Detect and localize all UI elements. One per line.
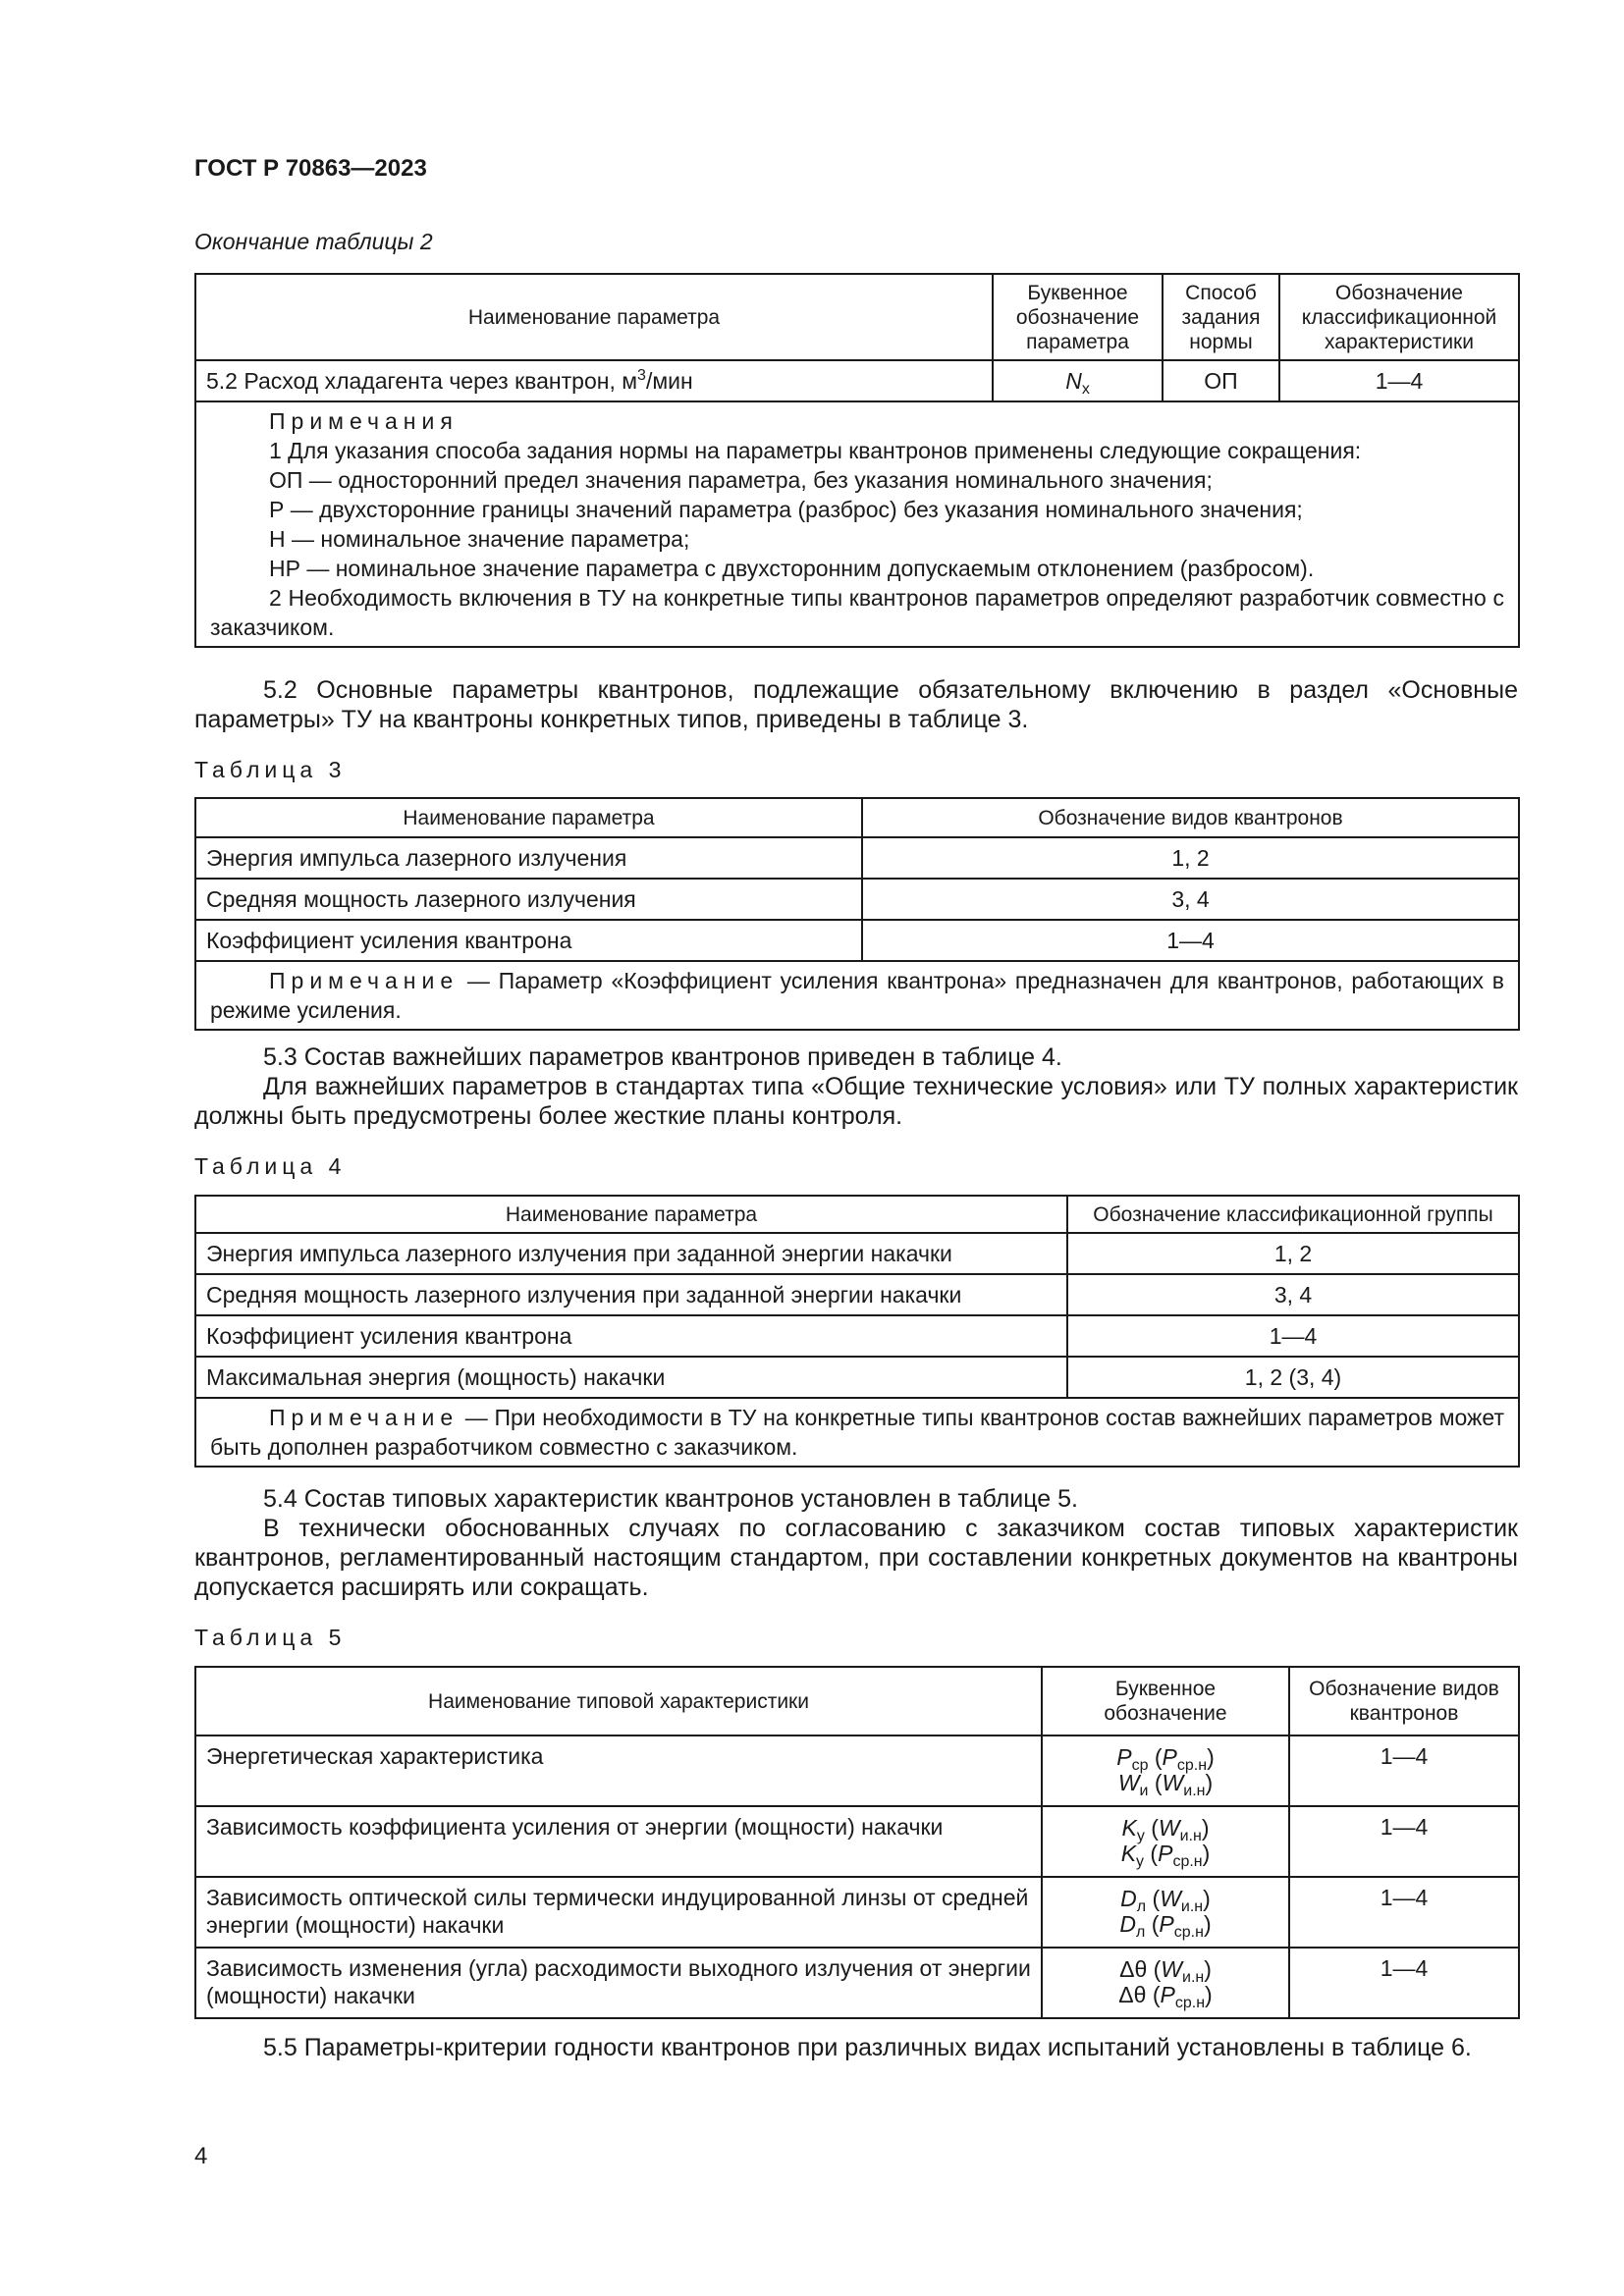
- table-row: [195, 360, 1519, 401]
- symbol-line: $K_у$ $(W_{и.н})$: [1121, 1815, 1210, 1844]
- table-row: [195, 1315, 1519, 1357]
- note-cell: [195, 961, 1519, 1030]
- table-row: [195, 1274, 1519, 1315]
- col-header-kinds: Обозначение видов квантронов: [862, 798, 1519, 837]
- note-title: Примечание: [269, 1405, 460, 1430]
- row-symbols: [1042, 1877, 1289, 1948]
- table-header-row: [195, 274, 1519, 360]
- table-row: [195, 879, 1519, 920]
- table-row: [195, 920, 1519, 961]
- col-header-name: Наименование параметра: [195, 798, 862, 837]
- note-line: Р — двухсторонние границы значений параметра (разброс) без указания номинального значения;: [269, 497, 1303, 522]
- row-symbols: [1042, 1806, 1289, 1877]
- col-header-symbol: Буквенное обозначение: [1042, 1667, 1289, 1735]
- table-2-end: [194, 273, 1520, 648]
- note-line: НР — номинальное значение параметра с двухсторонним допускаемым отклонением (разбросом).: [269, 556, 1315, 581]
- table2-continuation-caption: Окончание таблицы 2: [194, 229, 433, 254]
- paragraph-5-4-b: В технически обоснованных случаях по согласованию с заказчиком состав типовых характеристик квантронов, регламентированный настоящим стандартом, при составлении конкретных документов на квантроны допускается расширять или сокращать.: [194, 1515, 1518, 1601]
- table-4: [194, 1195, 1520, 1468]
- note-text: — Параметр «Коэффициент усиления квантрона» предназначен для квантронов, работающих в режиме усиления.: [210, 968, 1504, 1023]
- symbol-line: Δθ $(W_{и.н})$: [1119, 1956, 1212, 1986]
- row-name: Коэффициент усиления квантрона: [195, 1315, 1067, 1357]
- table3-caption: Таблица 3: [194, 757, 347, 782]
- table-row: [195, 1877, 1519, 1948]
- col-header-name: Наименование параметра: [195, 274, 993, 360]
- row-name: Зависимость оптической силы термически индуцированной линзы от средней энергии (мощности) накачки: [195, 1877, 1042, 1948]
- paragraph-5-2: 5.2 Основные параметры квантронов, подлежащие обязательному включению в раздел «Основные параметры» ТУ на квантроны конкретных типов, приведены в таблице 3.: [194, 676, 1518, 733]
- notes-cell: [195, 401, 1519, 647]
- table-row: [195, 1948, 1519, 2018]
- table-header-row: [195, 1196, 1519, 1233]
- note-line: ОП — односторонний предел значения параметра, без указания номинального значения;: [269, 467, 1213, 493]
- table-header-row: [195, 798, 1519, 837]
- row-value: 3, 4: [1067, 1274, 1519, 1315]
- col-header-name: Наименование типовой характеристики: [195, 1667, 1042, 1735]
- paragraph-5-3-b: Для важнейших параметров в стандартах типа «Общие технические условия» или ТУ полных характеристик должны быть предусмотрены более жесткие планы контроля.: [194, 1073, 1518, 1130]
- col-header-symbol: Буквенное обозначение параметра: [993, 274, 1163, 360]
- symbol-line: $D_л$ $(W_{и.н})$: [1120, 1886, 1211, 1915]
- row-value: 1—4: [1067, 1315, 1519, 1357]
- symbol-line: $K_у$ $(P_{ср.н})$: [1120, 1841, 1211, 1870]
- param-name: 5.2 Расход хладагента через квантрон, $м^3$/мин: [195, 360, 993, 401]
- param-symbol: $N_х$: [993, 360, 1163, 401]
- table4-caption: Таблица 4: [194, 1153, 347, 1179]
- row-name: Зависимость изменения (угла) расходимости выходного излучения от энергии (мощности) накачки: [195, 1948, 1042, 2018]
- note-line: Н — номинальное значение параметра;: [269, 526, 690, 552]
- row-name: Средняя мощность лазерного излучения при заданной энергии накачки: [195, 1274, 1067, 1315]
- note-row: [195, 1398, 1519, 1467]
- note-cell: [195, 1398, 1519, 1467]
- symbol-line: $W_и$ $(W_{и.н})$: [1117, 1770, 1214, 1799]
- table-row: [195, 1806, 1519, 1877]
- row-value: 1—4: [862, 920, 1519, 961]
- paragraph-5-3: 5.3 Состав важнейших параметров квантронов приведен в таблице 4.: [263, 1043, 1062, 1071]
- paragraph-5-4: 5.4 Состав типовых характеристик квантронов установлен в таблице 5.: [263, 1485, 1078, 1513]
- row-name: Энергетическая характеристика: [195, 1735, 1042, 1806]
- col-header-method: Способ задания нормы: [1163, 274, 1279, 360]
- row-name: Энергия импульса лазерного излучения: [195, 837, 862, 879]
- col-header-class: Обозначение классификационной характеристики: [1279, 274, 1519, 360]
- row-value: 1—4: [1289, 1877, 1519, 1948]
- row-value: 1—4: [1289, 1735, 1519, 1806]
- notes-row: [195, 401, 1519, 647]
- row-symbols: [1042, 1735, 1289, 1806]
- table5-caption: Таблица 5: [194, 1625, 347, 1650]
- row-symbols: [1042, 1948, 1289, 2018]
- table-row: [195, 837, 1519, 879]
- symbol-line: Δθ $(P_{ср.н})$: [1118, 1982, 1213, 2011]
- row-value: 1, 2 (3, 4): [1067, 1357, 1519, 1398]
- symbol-line: $D_л$ $(P_{ср.н})$: [1119, 1911, 1212, 1941]
- row-value: 3, 4: [862, 879, 1519, 920]
- row-name: Коэффициент усиления квантрона: [195, 920, 862, 961]
- table-header-row: [195, 1667, 1519, 1735]
- param-method: ОП: [1163, 360, 1279, 401]
- note-text: — При необходимости в ТУ на конкретные типы квантронов состав важнейших параметров может быть дополнен разработчиком совместно с заказчиком.: [210, 1405, 1504, 1460]
- table-row: [195, 1735, 1519, 1806]
- note-line: 2 Необходимость включения в ТУ на конкретные типы квантронов параметров определяют разработчик совместно с заказчиком.: [210, 585, 1504, 640]
- col-header-name: Наименование параметра: [195, 1196, 1067, 1233]
- document-code: ГОСТ Р 70863—2023: [194, 155, 427, 182]
- row-value: 1—4: [1289, 1806, 1519, 1877]
- row-name: Максимальная энергия (мощность) накачки: [195, 1357, 1067, 1398]
- note-row: [195, 961, 1519, 1030]
- note-line: 1 Для указания способа задания нормы на параметры квантронов применены следующие сокращения:: [269, 438, 1362, 463]
- row-value: 1, 2: [862, 837, 1519, 879]
- row-name: Средняя мощность лазерного излучения: [195, 879, 862, 920]
- col-header-kinds: Обозначение видов квантронов: [1289, 1667, 1519, 1735]
- row-value: 1—4: [1289, 1948, 1519, 2018]
- page-number: 4: [194, 2143, 208, 2169]
- table-row: [195, 1357, 1519, 1398]
- notes-title: Примечания: [269, 408, 459, 434]
- note-title: Примечание: [269, 968, 460, 993]
- table-3: [194, 797, 1520, 1031]
- symbol-line: $P_{ср}$ $(P_{ср.н})$: [1116, 1744, 1215, 1774]
- col-header-group: Обозначение классификационной группы: [1067, 1196, 1519, 1233]
- param-class: 1—4: [1279, 360, 1519, 401]
- row-name: Зависимость коэффициента усиления от энергии (мощности) накачки: [195, 1806, 1042, 1877]
- table-row: [195, 1233, 1519, 1274]
- table-5: [194, 1666, 1520, 2019]
- row-name: Энергия импульса лазерного излучения при заданной энергии накачки: [195, 1233, 1067, 1274]
- row-value: 1, 2: [1067, 1233, 1519, 1274]
- paragraph-5-5: 5.5 Параметры-критерии годности квантронов при различных видах испытаний установлены в таблице 6.: [263, 2034, 1472, 2061]
